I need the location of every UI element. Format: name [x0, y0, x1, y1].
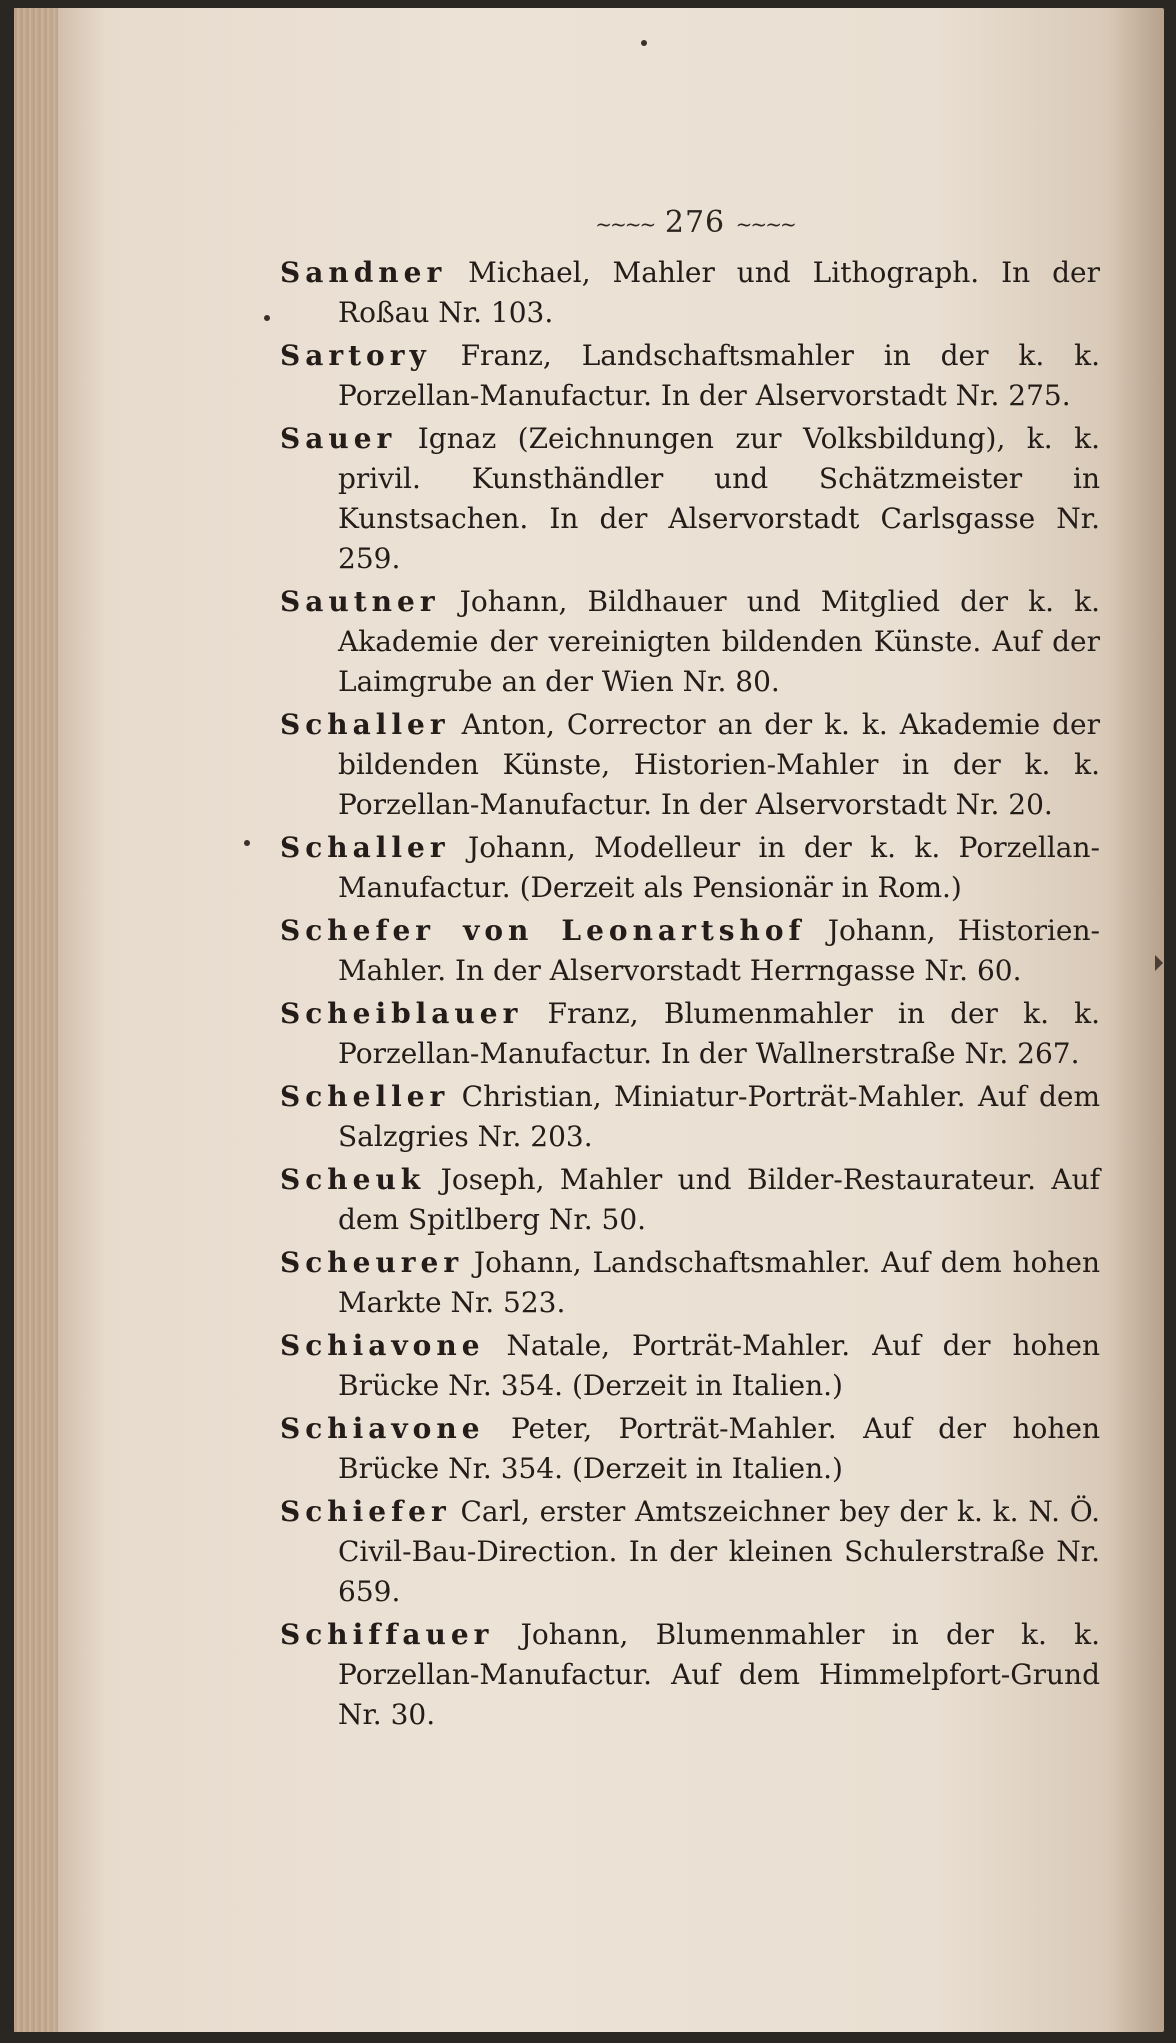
- directory-entry: [280, 1615, 1100, 1735]
- directory-entry: [280, 705, 1100, 825]
- directory-entry: [280, 828, 1100, 908]
- entry-surname: Scheiblauer: [280, 997, 523, 1030]
- entry-surname: Sautner: [280, 585, 440, 618]
- directory-entry: [280, 1160, 1100, 1240]
- directory-entry: [280, 419, 1100, 579]
- entry-text: Johann, Landschaftsmahler. Auf dem hohen Markte Nr. 523.: [338, 1246, 1100, 1319]
- entry-text: Franz, Blumenmahler in der k. k. Porzellan-Manufactur. In der Wallnerstraße Nr. 267.: [338, 997, 1100, 1070]
- ornament-left: ~~~~: [595, 212, 655, 236]
- entry-text: Joseph, Mahler und Bilder-Restaurateur. Auf dem Spitlberg Nr. 50.: [338, 1163, 1100, 1236]
- entry-text: Michael, Mahler und Lithograph. In der Roßau Nr. 103.: [338, 256, 1100, 329]
- directory-entries: [280, 253, 1100, 1738]
- directory-entry: [280, 1492, 1100, 1612]
- entry-surname: Schiefer: [280, 1495, 451, 1528]
- ink-spot: [264, 315, 270, 321]
- ink-spot: [641, 40, 647, 46]
- directory-entry: [280, 253, 1100, 333]
- entry-surname: Schiavone: [280, 1329, 485, 1362]
- entry-surname: Schaller: [280, 708, 450, 741]
- directory-entry: [280, 1077, 1100, 1157]
- entry-text: Johann, Bildhauer und Mitglied der k. k. Akademie der vereinigten bildenden Künste. Auf der Laimgrube an der Wien Nr. 80.: [338, 585, 1100, 698]
- entry-text: Ignaz (Zeichnungen zur Volksbildung), k. k. privil. Kunsthändler und Schätzmeister in Kunstsachen. In der Alservorstadt Carlsgasse Nr. 259.: [338, 422, 1100, 575]
- directory-entry: [280, 1326, 1100, 1406]
- page-edge-shadow: [14, 8, 58, 2032]
- directory-entry: [280, 994, 1100, 1074]
- entry-text: Carl, erster Amtszeichner bey der k. k. N. Ö. Civil-Bau-Direction. In der kleinen Schulerstraße Nr. 659.: [338, 1495, 1100, 1608]
- entry-surname: Schefer von Leonartshof: [280, 914, 806, 947]
- directory-entry: [280, 911, 1100, 991]
- page-edge-mark: [1155, 955, 1163, 971]
- directory-entry: [280, 582, 1100, 702]
- entry-text: Johann, Modelleur in der k. k. Porzellan-Manufactur. (Derzeit als Pensionär in Rom.): [338, 831, 1100, 904]
- page-number: 276: [664, 205, 726, 240]
- entry-text: Franz, Landschaftsmahler in der k. k. Porzellan-Manufactur. In der Alservorstadt Nr. 275.: [338, 339, 1100, 412]
- directory-entry: [280, 336, 1100, 416]
- entry-surname: Schiffauer: [280, 1618, 494, 1651]
- entry-surname: Schaller: [280, 831, 450, 864]
- page-header: [560, 205, 830, 245]
- entry-surname: Sandner: [280, 256, 447, 289]
- entry-surname: Sauer: [280, 422, 397, 455]
- entry-text: Johann, Blumenmahler in der k. k. Porzellan-Manufactur. Auf dem Himmelpfort-Grund Nr. 30.: [338, 1618, 1100, 1731]
- entry-surname: Sartory: [280, 339, 431, 372]
- entry-surname: Scheurer: [280, 1246, 464, 1279]
- entry-text: Anton, Corrector an der k. k. Akademie der bildenden Künste, Historien-Mahler in der k. k. Porzellan-Manufactur. In der Alservorstadt Nr. 20.: [338, 708, 1100, 821]
- directory-entry: [280, 1243, 1100, 1323]
- entry-text: Christian, Miniatur-Porträt-Mahler. Auf dem Salzgries Nr. 203.: [338, 1080, 1100, 1153]
- entry-text: Johann, Historien-Mahler. In der Alservorstadt Herrngasse Nr. 60.: [338, 914, 1100, 987]
- entry-surname: Scheuk: [280, 1163, 426, 1196]
- ink-spot: [244, 840, 250, 846]
- entry-surname: Scheller: [280, 1080, 450, 1113]
- entry-text: Peter, Porträt-Mahler. Auf der hohen Brücke Nr. 354. (Derzeit in Italien.): [338, 1412, 1100, 1485]
- entry-surname: Schiavone: [280, 1412, 485, 1445]
- entry-text: Natale, Porträt-Mahler. Auf der hohen Brücke Nr. 354. (Derzeit in Italien.): [338, 1329, 1100, 1402]
- directory-entry: [280, 1409, 1100, 1489]
- ornament-right: ~~~~: [735, 212, 795, 236]
